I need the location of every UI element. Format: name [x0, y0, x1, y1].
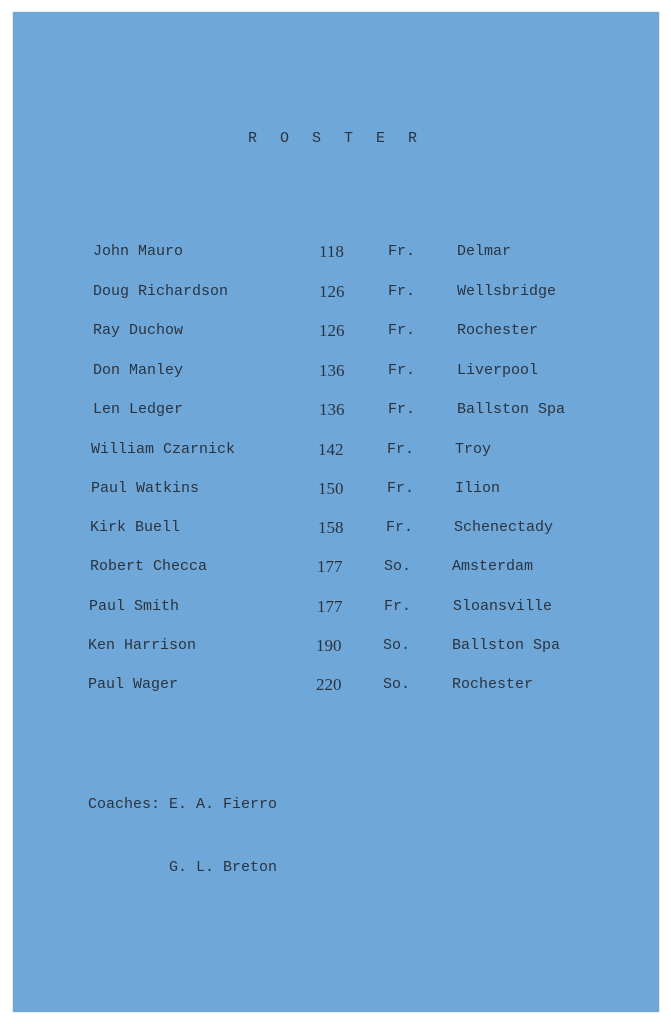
table-row	[13, 401, 659, 425]
table-row	[13, 441, 659, 465]
player-name: Ray Duchow	[93, 322, 184, 339]
player-name: John Mauro	[93, 243, 184, 260]
player-name: Paul Smith	[89, 598, 180, 615]
player-weight: 126	[319, 321, 345, 340]
player-weight: 150	[318, 479, 344, 498]
player-name: Robert Checca	[90, 558, 208, 575]
player-hometown: Rochester	[457, 322, 539, 339]
player-hometown: Ilion	[455, 480, 501, 497]
player-hometown: Ballston Spa	[452, 637, 561, 654]
table-row	[13, 362, 659, 386]
player-name: Don Manley	[93, 362, 184, 379]
player-class: Fr.	[388, 283, 416, 300]
player-name: Paul Watkins	[91, 480, 200, 497]
player-name: Paul Wager	[88, 676, 179, 693]
player-class: Fr.	[388, 401, 416, 418]
player-class: Fr.	[387, 480, 415, 497]
player-weight: 126	[319, 282, 345, 301]
player-class: So.	[384, 558, 412, 575]
player-name: William Czarnick	[91, 441, 236, 458]
player-weight: 220	[316, 675, 342, 694]
player-class: Fr.	[386, 519, 414, 536]
page-title: R O S T E R	[247, 130, 425, 147]
player-hometown: Delmar	[457, 243, 512, 260]
table-row	[13, 480, 659, 504]
roster-page	[13, 12, 659, 1012]
coaches-block	[88, 752, 277, 920]
player-hometown: Ballston Spa	[457, 401, 566, 418]
player-hometown: Rochester	[452, 676, 534, 693]
table-row	[13, 283, 659, 307]
player-class: Fr.	[388, 322, 416, 339]
player-hometown: Amsterdam	[452, 558, 534, 575]
coach-line-2: G. L. Breton	[88, 859, 278, 876]
table-row	[13, 637, 659, 661]
player-name: Doug Richardson	[93, 283, 229, 300]
player-hometown: Wellsbridge	[457, 283, 557, 300]
player-class: Fr.	[384, 598, 412, 615]
player-weight: 190	[316, 636, 342, 655]
player-hometown: Schenectady	[454, 519, 554, 536]
coach-line-1: Coaches: E. A. Fierro	[88, 796, 278, 813]
table-row	[13, 519, 659, 543]
player-weight: 118	[319, 242, 344, 261]
table-row	[13, 598, 659, 622]
player-class: Fr.	[387, 441, 415, 458]
table-row	[13, 676, 659, 700]
player-name: Ken Harrison	[88, 637, 197, 654]
player-hometown: Liverpool	[457, 362, 539, 379]
player-hometown: Troy	[455, 441, 492, 458]
player-weight: 136	[319, 361, 345, 380]
player-weight: 158	[318, 518, 344, 537]
player-name: Kirk Buell	[90, 519, 181, 536]
table-row	[13, 558, 659, 582]
player-name: Len Ledger	[93, 401, 184, 418]
table-row	[13, 322, 659, 346]
player-class: Fr.	[388, 362, 416, 379]
player-class: So.	[383, 637, 411, 654]
player-class: So.	[383, 676, 411, 693]
player-hometown: Sloansville	[453, 598, 553, 615]
player-weight: 136	[319, 400, 345, 419]
table-row	[13, 243, 659, 267]
player-weight: 177	[317, 557, 343, 576]
player-weight: 177	[317, 597, 343, 616]
player-class: Fr.	[388, 243, 416, 260]
player-weight: 142	[318, 440, 344, 459]
